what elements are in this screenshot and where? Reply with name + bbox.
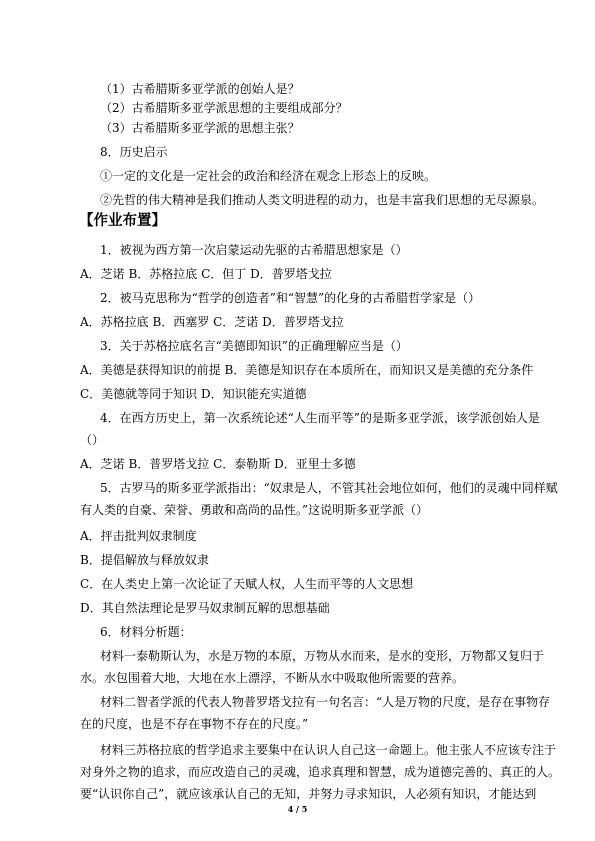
history-insight-heading: 8．历史启示 [100,145,168,159]
question-3-text: （3）古希腊斯多亚学派的思想主张？ [100,121,300,135]
hw-q5-line1: 5．古罗马的斯多亚学派指出：“奴隶是人，不管其社会地位如何，他们的灵魂中同样赋 [100,481,558,495]
hw-q5-line2: 有人类的自豪、荣誉、勇敢和高尚的品性。”这说明斯多亚学派（） [80,503,429,517]
question-2-text: （2）古希腊斯多亚学派思想的主要组成部分？ [100,101,348,115]
hw-q5-option-c: C．在人类史上第一次论证了天赋人权，人生而平等的人文思想 [80,577,414,591]
hw-q2-options: A．苏格拉底 B．西塞罗 C．芝诺 D．普罗塔戈拉 [80,315,344,329]
hw-q1-options: A．芝诺 B．苏格拉底 C．但丁 D．普罗塔戈拉 [80,267,332,281]
hw-q5-option-b: B．提倡解放与释放奴隶 [80,553,209,567]
hw-q3-options-ab: A．美德是获得知识的前提 B．美德是知识存在本质所在，而知识又是美德的充分条件 [80,363,534,377]
hw-q4: 4．在西方历史上，第一次系统论述“人生而平等”的是斯多亚学派，该学派创始人是 [100,411,540,425]
material-2-line2: 在的尺度，也是不存在事物不存在的尺度。” [80,717,309,731]
material-1-line2: 水。水包围着大地，大地在水上漂浮，不断从水中吸取他所需要的营养。 [80,671,465,685]
hw-q4-blank: （） [80,433,105,447]
material-2-line1: 材料二智者学派的代表人物普罗塔戈拉有一句名言：“人是万物的尺度，是存在事物存 [100,695,551,709]
hw-q5-option-d: D．其自然法理论是罗马奴隶制瓦解的思想基础 [80,601,330,615]
hw-q6-heading: 6．材料分析题： [100,625,192,639]
page-number: 4 / 5 [287,804,308,814]
insight-2-text: ②先哲的伟大精神是我们推动人类文明进程的动力，也是丰富我们思想的无尽源泉。 [100,193,545,207]
material-3-line1: 材料三苏格拉底的哲学追求主要集中在认识人自己这一命题上。他主张人不应该专注于 [100,743,557,757]
material-3-line3: 要“认识你自己”，就应该承认自己的无知，并努力寻求知识，人必须有知识，才能达到 [80,787,537,801]
hw-q5-option-a: A．抨击批判奴隶制度 [80,529,197,543]
hw-q4-options: A．芝诺 B．普罗塔戈拉 C．泰勒斯 D．亚里士多德 [80,457,356,471]
hw-q3: 3．关于苏格拉底名言“美德即知识”的正确理解应当是（） [100,339,408,353]
hw-q3-options-cd: C．美德就等同于知识 D．知识能充实道德 [80,387,307,401]
hw-q1: 1．被视为西方第一次启蒙运动先驱的古希腊思想家是（） [100,243,408,257]
material-3-line2: 对身外之物的追求，而应改造自己的灵魂，追求真理和智慧，成为道德完善的、真正的人。 [80,765,561,779]
question-1-text: （1）古希腊斯多亚学派的创始人是？ [100,82,300,96]
hw-q2: 2．被马克思称为“哲学的创造者”和“智慧”的化身的古希腊哲学家是（） [100,291,481,305]
section-heading-homework: 【作业布置】 [79,213,166,229]
material-1-line1: 材料一泰勒斯认为，水是万物的本原，万物从水而来，是水的变形，万物都又复归于 [100,649,545,663]
insight-1-text: ①一定的文化是一定社会的政治和经济在观念上形态上的反映。 [100,169,437,183]
